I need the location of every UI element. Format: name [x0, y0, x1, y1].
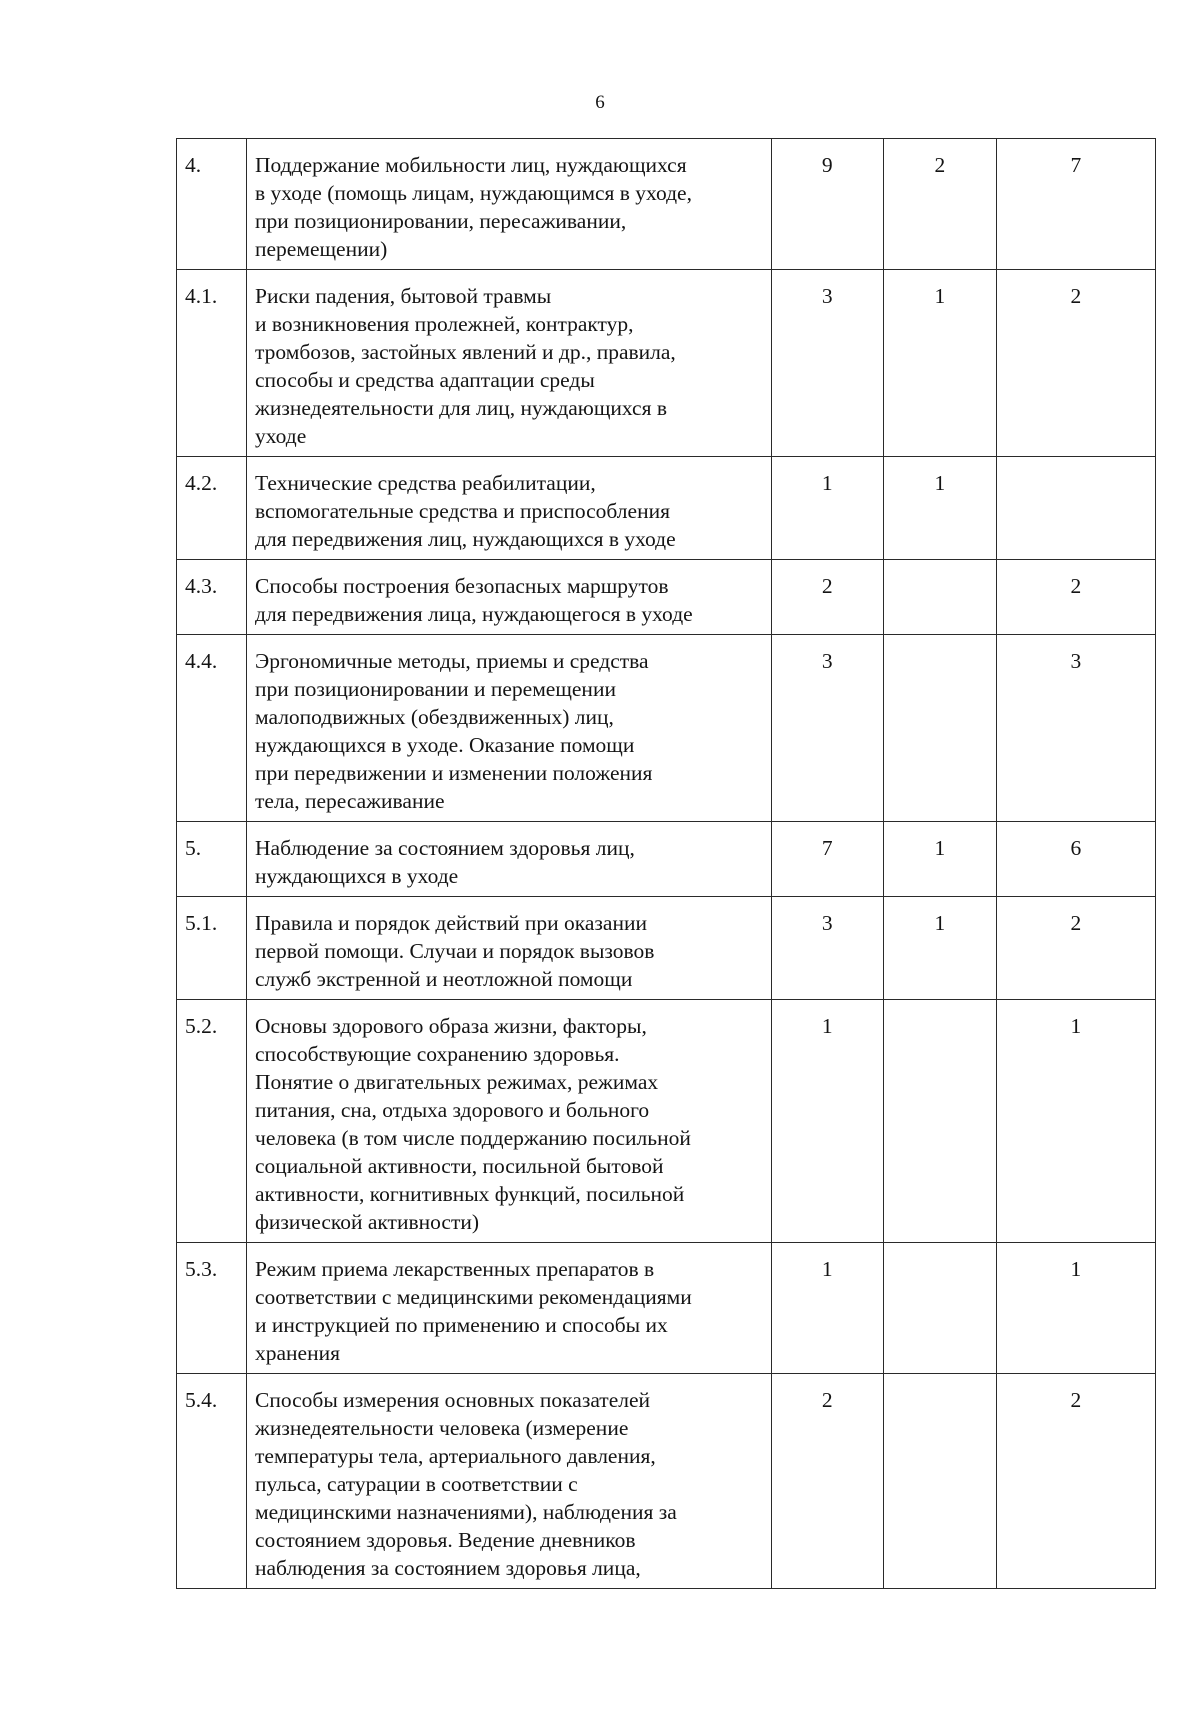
row-practice-hours-text: 2 — [1070, 1388, 1082, 1412]
row-number-cell — [177, 270, 247, 457]
row-topic-cell — [247, 457, 772, 560]
row-number-cell — [177, 822, 247, 897]
row-topic-text: Наблюдение за состоянием здоровья лиц, нуждающихся в уходе — [255, 836, 635, 888]
row-topic-cell — [247, 635, 772, 822]
row-total-hours-text: 1 — [821, 1257, 833, 1281]
page-number: 6 — [595, 92, 605, 113]
row-practice-hours-cell — [996, 1000, 1155, 1243]
row-total-hours-cell — [771, 139, 884, 270]
table-row — [177, 1243, 1156, 1374]
row-number-cell — [177, 897, 247, 1000]
row-total-hours-text: 3 — [821, 284, 833, 308]
row-practice-hours-text: 3 — [1070, 649, 1082, 673]
row-number-cell — [177, 1000, 247, 1243]
row-total-hours-text: 1 — [821, 471, 833, 495]
curriculum-table — [176, 138, 1156, 1589]
row-topic-text: Технические средства реабилитации, вспомогательные средства и приспособления для передвижения лиц, нуждающихся в уходе — [255, 471, 676, 551]
row-practice-hours-text: 2 — [1070, 911, 1082, 935]
row-number-text: 5.1. — [185, 911, 218, 935]
row-practice-hours-cell — [996, 1374, 1155, 1589]
row-theory-hours-cell — [884, 457, 997, 560]
row-total-hours-cell — [771, 635, 884, 822]
row-practice-hours-cell — [996, 822, 1155, 897]
row-topic-text: Эргономичные методы, приемы и средства при позиционировании и перемещении малоподвижных (обездвиженных) лиц, нуждающихся в уходе. Оказание помощи при передвижении и изменении положения тела, пересаживание — [255, 649, 653, 813]
row-theory-hours-cell — [884, 1374, 997, 1589]
row-practice-hours-cell — [996, 560, 1155, 635]
row-number-text: 4.1. — [185, 284, 218, 308]
row-topic-cell — [247, 560, 772, 635]
table-row — [177, 635, 1156, 822]
row-theory-hours-cell — [884, 1243, 997, 1374]
row-practice-hours-text: 7 — [1070, 153, 1082, 177]
row-total-hours-text: 2 — [821, 1388, 833, 1412]
row-practice-hours-cell — [996, 270, 1155, 457]
row-theory-hours-text: 1 — [934, 836, 946, 860]
table-row — [177, 1000, 1156, 1243]
row-practice-hours-text: 2 — [1070, 574, 1082, 598]
row-total-hours-text: 3 — [821, 911, 833, 935]
table-row — [177, 822, 1156, 897]
row-practice-hours-text: 1 — [1070, 1257, 1082, 1281]
row-number-text: 5.3. — [185, 1257, 218, 1281]
row-topic-text: Режим приема лекарственных препаратов в соответствии с медицинскими рекомендациями и инструкцией по применению и способы их хранения — [255, 1257, 692, 1365]
row-number-text: 5.4. — [185, 1388, 218, 1412]
row-number-cell — [177, 1374, 247, 1589]
row-total-hours-cell — [771, 1374, 884, 1589]
row-number-text: 5. — [185, 836, 202, 860]
row-theory-hours-cell — [884, 139, 997, 270]
row-number-cell — [177, 1243, 247, 1374]
row-practice-hours-cell — [996, 635, 1155, 822]
row-total-hours-cell — [771, 822, 884, 897]
row-total-hours-cell — [771, 560, 884, 635]
row-number-text: 4.4. — [185, 649, 218, 673]
row-total-hours-text: 9 — [821, 153, 833, 177]
row-practice-hours-cell — [996, 897, 1155, 1000]
row-topic-text: Правила и порядок действий при оказании первой помощи. Случаи и порядок вызовов служб экстренной и неотложной помощи — [255, 911, 655, 991]
row-topic-text: Риски падения, бытовой травмы и возникновения пролежней, контрактур, тромбозов, застойных явлений и др., правила, способы и средства адаптации среды жизнедеятельности для лиц, нуждающихся в уходе — [255, 284, 676, 448]
row-practice-hours-text: 1 — [1070, 1014, 1082, 1038]
row-number-cell — [177, 635, 247, 822]
row-number-text: 5.2. — [185, 1014, 218, 1038]
row-total-hours-cell — [771, 1243, 884, 1374]
table-row — [177, 457, 1156, 560]
row-total-hours-text: 3 — [821, 649, 833, 673]
table-row — [177, 270, 1156, 457]
row-theory-hours-cell — [884, 897, 997, 1000]
row-topic-text: Основы здорового образа жизни, факторы, способствующие сохранению здоровья. Понятие о двигательных режимах, режимах питания, сна, отдыха здорового и больного человека (в том числе поддержанию посильной социальной активности, посильной бытовой активности, когнитивных функций, посильной физической активности) — [255, 1014, 691, 1234]
row-number-text: 4.3. — [185, 574, 218, 598]
row-topic-text: Способы построения безопасных маршрутов для передвижения лица, нуждающегося в уходе — [255, 574, 693, 626]
row-topic-cell — [247, 1000, 772, 1243]
row-total-hours-cell — [771, 1000, 884, 1243]
row-theory-hours-cell — [884, 560, 997, 635]
row-theory-hours-cell — [884, 270, 997, 457]
row-practice-hours-cell — [996, 457, 1155, 560]
row-topic-cell — [247, 270, 772, 457]
row-number-cell — [177, 457, 247, 560]
row-practice-hours-text: 6 — [1070, 836, 1082, 860]
row-theory-hours-text: 1 — [934, 911, 946, 935]
table-row — [177, 139, 1156, 270]
row-topic-text: Поддержание мобильности лиц, нуждающихся в уходе (помощь лицам, нуждающимся в уходе, при позиционировании, пересаживании, перемещении) — [255, 153, 692, 261]
row-total-hours-cell — [771, 270, 884, 457]
row-practice-hours-cell — [996, 139, 1155, 270]
row-theory-hours-cell — [884, 635, 997, 822]
row-total-hours-cell — [771, 457, 884, 560]
row-topic-cell — [247, 1374, 772, 1589]
row-topic-text: Способы измерения основных показателей жизнедеятельности человека (измерение температуры тела, артериального давления, пульса, сатурации в соответствии с медицинскими назначениями), наблюдения за состоянием здоровья. Ведение дневников наблюдения за состоянием здоровья лица, — [255, 1388, 677, 1580]
row-topic-cell — [247, 897, 772, 1000]
row-topic-cell — [247, 1243, 772, 1374]
table-row — [177, 560, 1156, 635]
row-total-hours-cell — [771, 897, 884, 1000]
table-row — [177, 897, 1156, 1000]
row-practice-hours-cell — [996, 1243, 1155, 1374]
table-body — [177, 139, 1156, 1589]
row-number-cell — [177, 139, 247, 270]
row-number-text: 4. — [185, 153, 202, 177]
row-number-cell — [177, 560, 247, 635]
row-theory-hours-cell — [884, 822, 997, 897]
row-practice-hours-text: 2 — [1070, 284, 1082, 308]
row-topic-cell — [247, 822, 772, 897]
row-theory-hours-text: 2 — [934, 153, 946, 177]
row-total-hours-text: 7 — [821, 836, 833, 860]
row-theory-hours-cell — [884, 1000, 997, 1243]
row-theory-hours-text: 1 — [934, 284, 946, 308]
row-total-hours-text: 1 — [821, 1014, 833, 1038]
row-theory-hours-text: 1 — [934, 471, 946, 495]
row-topic-cell — [247, 139, 772, 270]
row-total-hours-text: 2 — [821, 574, 833, 598]
table-row — [177, 1374, 1156, 1589]
row-number-text: 4.2. — [185, 471, 218, 495]
